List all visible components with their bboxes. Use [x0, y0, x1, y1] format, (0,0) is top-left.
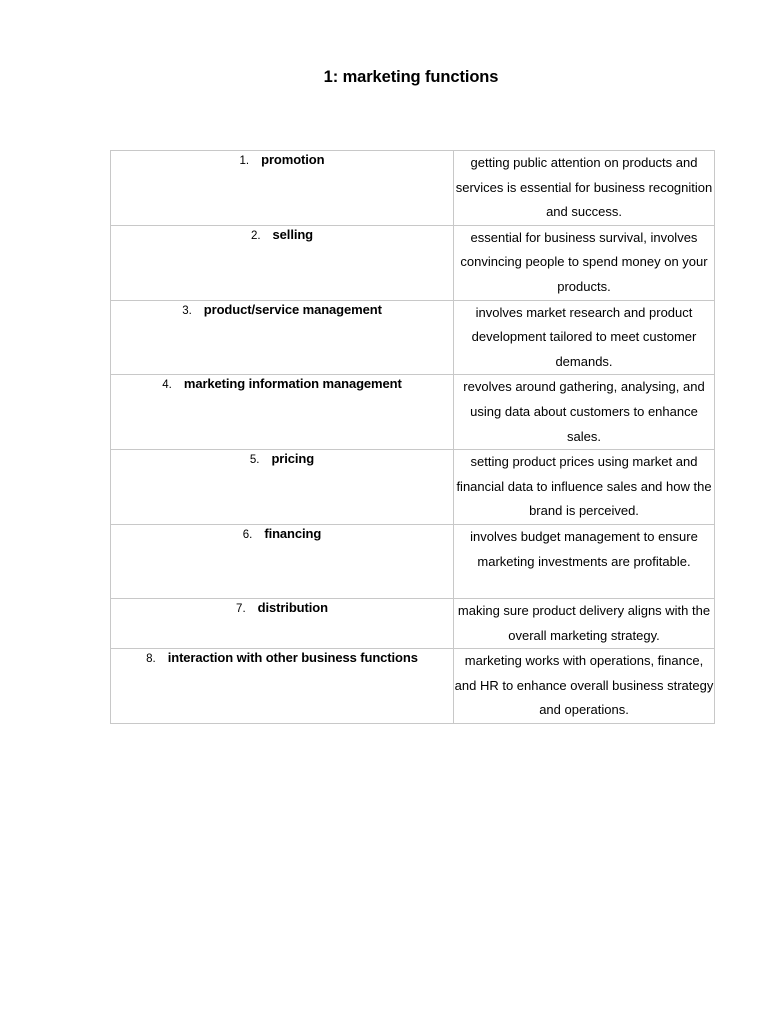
function-description: making sure product delivery aligns with the overall marketing strategy.	[454, 598, 715, 648]
function-description: essential for business survival, involves convincing people to spend money on your products.	[454, 225, 715, 300]
function-description: involves market research and product development tailored to meet customer demands.	[454, 300, 715, 375]
table-row	[111, 151, 715, 226]
item-number: 1.	[239, 155, 250, 167]
function-name: interaction with other business functions	[167, 650, 418, 666]
table-row	[111, 375, 715, 450]
function-description: involves budget management to ensure marketing investments are profitable.	[454, 524, 715, 598]
function-name-cell	[111, 375, 454, 450]
function-description: setting product prices using market and financial data to influence sales and how the brand is perceived.	[454, 450, 715, 525]
table-row	[111, 649, 715, 724]
item-number: 6.	[242, 528, 253, 541]
function-name-cell	[111, 524, 454, 598]
marketing-functions-table	[110, 150, 715, 724]
function-name-cell	[111, 225, 454, 300]
function-name: distribution	[257, 599, 328, 615]
item-number: 3.	[182, 304, 192, 317]
item-number: 5.	[249, 454, 260, 467]
table-row	[111, 300, 715, 375]
function-name: selling	[272, 226, 314, 242]
function-name-cell	[111, 649, 454, 724]
function-name-cell	[111, 300, 454, 375]
table-row	[111, 524, 715, 598]
function-description: revolves around gathering, analysing, and using data about customers to enhance sales.	[454, 375, 715, 450]
table-row	[111, 450, 715, 525]
item-number: 2.	[250, 229, 261, 242]
function-name: pricing	[271, 451, 315, 467]
function-name: product/service management	[203, 301, 382, 317]
function-name: financing	[264, 525, 322, 541]
item-number: 8.	[146, 653, 156, 666]
function-name-cell	[111, 151, 454, 226]
function-description: getting public attention on products and services is essential for business recognition and success.	[454, 151, 715, 226]
item-number: 4.	[162, 379, 172, 392]
function-name-cell	[111, 598, 454, 648]
function-name: promotion	[261, 152, 325, 167]
table-row	[111, 598, 715, 648]
item-number: 7.	[236, 602, 246, 615]
function-name: marketing information management	[183, 376, 402, 392]
page-title: 1: marketing functions	[323, 68, 499, 86]
function-name-cell	[111, 450, 454, 525]
table-row	[111, 225, 715, 300]
function-description: marketing works with operations, finance, and HR to enhance overall business strategy and operations.	[454, 649, 715, 724]
